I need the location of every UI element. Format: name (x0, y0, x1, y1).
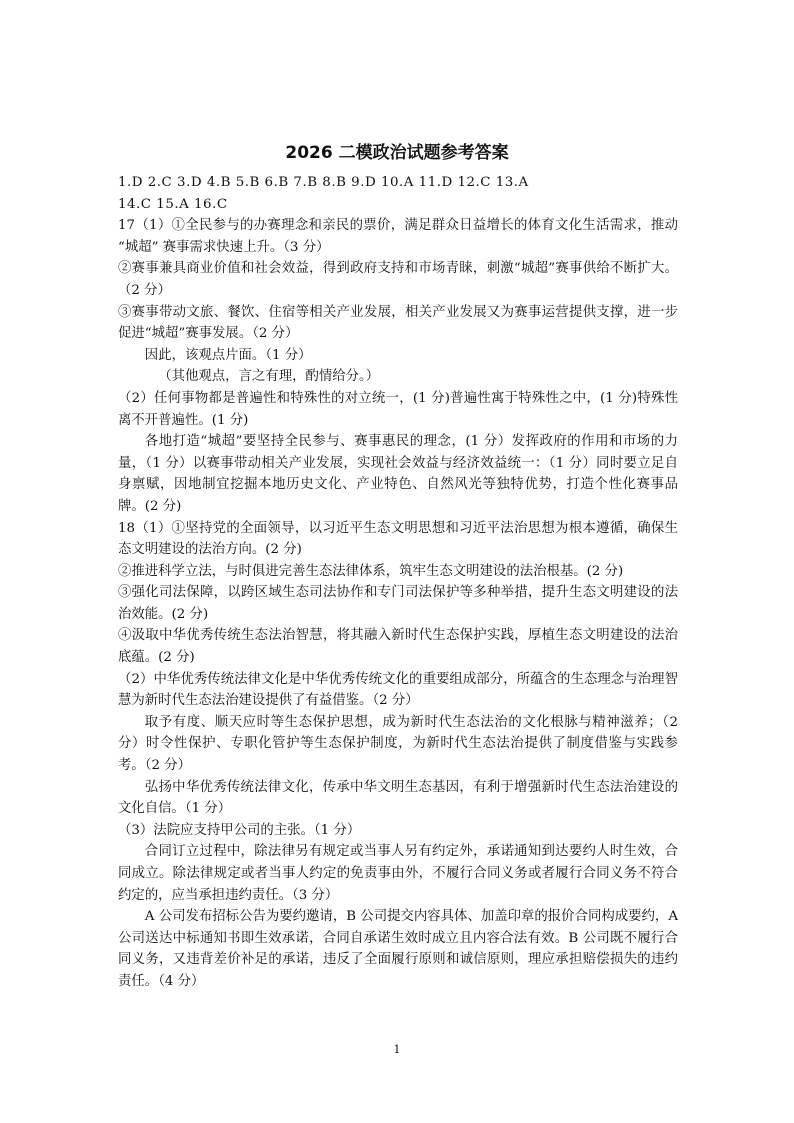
q17-part1-point3: ③赛事带动文旅、餐饮、住宿等相关产业发展，相关产业发展又为赛事运营提供支撑，进一步促进“城超”赛事发展。（2 分） (118, 304, 678, 342)
q18-part1-point4: ④汲取中华优秀传统生态法治智慧，将其融入新时代生态保护实践，厚植生态文明建设的法治底蕴。(2 分) (118, 628, 678, 666)
q17-part2-analysis: 各地打造“城超”要坚持全民参与、赛事惠民的理念，(1 分）发挥政府的作用和市场的力量，（1 分）以赛事带动相关产业发展，实现社会效益与经济效益统一：（1 分）同时要立足自身禀赋，因地制宜挖掘本地历史文化、产业特色、自然风光等独特优势，打造个性化赛事品牌。(2 分) (118, 434, 678, 514)
q18-part3-conclusion: （3）法院应支持甲公司的主张。（1 分） (118, 822, 361, 838)
q17-part1-point1: 17（1）①全民参与的办赛理念和亲民的票价，满足群众日益增长的体育文化生活需求，推动 “城超” 赛事需求快速上升。（3 分） (118, 218, 678, 255)
choice-answers-line-1: 1.D 2.C 3.D 4.B 5.B 6.B 7.B 8.B 9.D 10.A 11.D 12.C 13.A (118, 175, 529, 190)
q18-part1-point2: ②推进科学立法，与时俱进完善生态法律体系，筑牢生态文明建设的法治根基。(2 分) (118, 563, 624, 579)
q18-part3-law: 合同订立过程中，除法律另有规定或当事人另有约定外，承诺通知到达要约人时生效，合同成立。除法律规定或者当事人约定的免责事由外，不履行合同义务或者履行合同义务不符合约定的，应当承担违约责任。（3 分） (118, 844, 678, 903)
page-title: 2026 二模政治试题参考答案 (285, 143, 509, 163)
page-number: 1 (393, 1043, 401, 1056)
q18-part2-intro: （2）中华优秀传统法律文化是中华优秀传统文化的重要组成部分，所蕴含的生态理念与治理智慧为新时代生态法治建设提供了有益借鉴。（2 分） (118, 671, 678, 709)
q17-part1-note: （其他观点，言之有理，酌情给分。） (158, 369, 380, 385)
q18-part2-analysis-1: 取予有度、顺天应时等生态保护思想，成为新时代生态法治的文化根脉与精神滋养；（2 分）时令性保护、专职化管护等生态保护制度，为新时代生态法治提供了制度借鉴与实践参考。（2 分） (118, 714, 678, 774)
q18-part1-point1: 18（1）①坚持党的全面领导，以习近平生态文明思想和习近平法治思想为根本遵循，确保生态文明建设的法治方向。(2 分) (118, 520, 678, 558)
q17-part2-principle: （2）任何事物都是普遍性和特殊性的对立统一，(1 分)普遍性寓于特殊性之中，(1 分)特殊性离不开普遍性。(1 分) (118, 390, 678, 428)
q17-part1-point2: ②赛事兼具商业价值和社会效益，得到政府支持和市场青睐，刺激“城超”赛事供给不断扩大。（2 分） (118, 261, 678, 298)
q18-part1-point3: ③强化司法保障，以跨区域生态司法协作和专门司法保护等多种举措，提升生态文明建设的法治效能。(2 分) (118, 585, 678, 622)
choice-answers-line-2: 14.C 15.A 16.C (118, 196, 228, 212)
q17-part1-conclusion: 因此，该观点片面。（1 分） (144, 347, 312, 363)
q18-part3-analysis: A 公司发布招标公告为要约邀请，B 公司提交内容具体、加盖印章的报价合同构成要约，A 公司送达中标通知书即生效承诺，合同自承诺生效时成立且内容合法有效。B 公司既不履行合同义务，又违背差价补足的承诺，违反了全面履行原则和诚信原则，理应承担赔偿损失的违约责任。（4 分） (118, 909, 678, 989)
answer-content (118, 172, 678, 993)
q18-part2-analysis-2: 弘扬中华优秀传统法律文化，传承中华文明生态基因，有利于增强新时代生态法治建设的文化自信。（1 分） (118, 779, 678, 817)
